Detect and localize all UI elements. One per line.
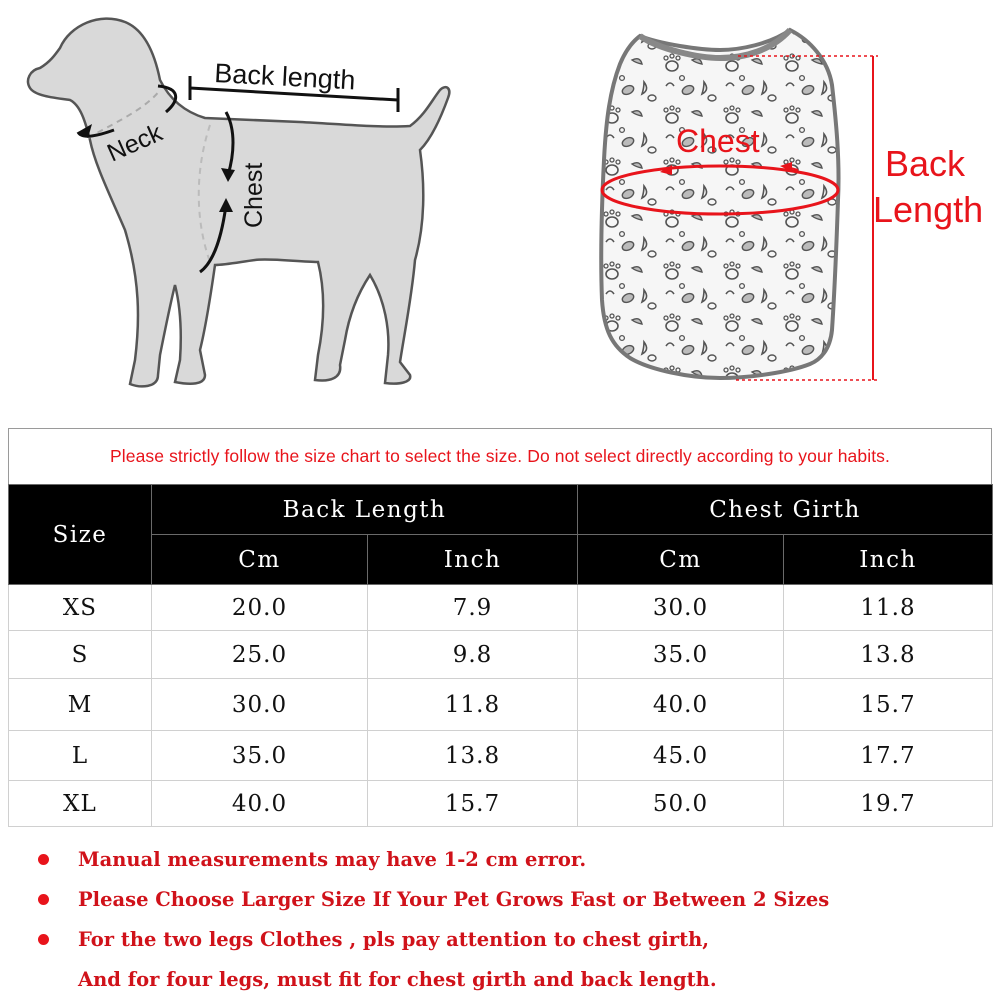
unit-header-inch: Inch bbox=[368, 535, 578, 585]
value-cell: 7.9 bbox=[368, 585, 578, 631]
notice-text: Please strictly follow the size chart to select the size. Do not select directly according to your habits. bbox=[110, 446, 890, 466]
value-cell: 13.8 bbox=[784, 631, 993, 679]
size-cell: M bbox=[9, 679, 152, 731]
back-length-label: Back length bbox=[213, 58, 357, 96]
note-item: Please Choose Larger Size If Your Pet Grows Fast or Between 2 Sizes bbox=[38, 880, 978, 920]
unit-header-inch: Inch bbox=[784, 535, 993, 585]
value-cell: 15.7 bbox=[368, 781, 578, 827]
chest-girth-header: Chest Girth bbox=[578, 485, 993, 535]
unit-header-cm: Cm bbox=[578, 535, 784, 585]
value-cell: 25.0 bbox=[152, 631, 368, 679]
value-cell: 50.0 bbox=[578, 781, 784, 827]
value-cell: 15.7 bbox=[784, 679, 993, 731]
back-length-header: Back Length bbox=[152, 485, 578, 535]
note-item: Manual measurements may have 1-2 cm error. bbox=[38, 840, 978, 880]
value-cell: 13.8 bbox=[368, 731, 578, 781]
size-cell: XL bbox=[9, 781, 152, 827]
note-continuation: And for four legs, must fit for chest girth and back length. bbox=[78, 968, 717, 991]
measurement-notes bbox=[38, 840, 978, 1000]
unit-header-cm: Cm bbox=[152, 535, 368, 585]
value-cell: 40.0 bbox=[578, 679, 784, 731]
chest-label: Chest bbox=[240, 162, 268, 228]
size-notice bbox=[8, 428, 992, 484]
table-row bbox=[9, 781, 993, 827]
shirt-length-label: Length bbox=[873, 189, 984, 230]
value-cell: 30.0 bbox=[152, 679, 368, 731]
size-cell: XS bbox=[9, 585, 152, 631]
shirt-chest-label: Chest bbox=[676, 123, 760, 159]
size-cell: S bbox=[9, 631, 152, 679]
shirt-back-label: Back bbox=[885, 143, 966, 184]
size-column-header: Size bbox=[9, 485, 152, 585]
value-cell: 17.7 bbox=[784, 731, 993, 781]
table-row bbox=[9, 679, 993, 731]
value-cell: 11.8 bbox=[784, 585, 993, 631]
neck-label: Neck bbox=[103, 118, 167, 168]
size-chart-table bbox=[8, 484, 993, 827]
size-cell: L bbox=[9, 731, 152, 781]
measurement-illustration bbox=[0, 0, 1000, 400]
pet-shirt-image bbox=[601, 30, 838, 378]
table-row bbox=[9, 731, 993, 781]
value-cell: 9.8 bbox=[368, 631, 578, 679]
table-row bbox=[9, 585, 993, 631]
table-row bbox=[9, 631, 993, 679]
bullet-dot-icon bbox=[38, 894, 49, 905]
value-cell: 19.7 bbox=[784, 781, 993, 827]
value-cell: 35.0 bbox=[152, 731, 368, 781]
value-cell: 40.0 bbox=[152, 781, 368, 827]
value-cell: 20.0 bbox=[152, 585, 368, 631]
value-cell: 30.0 bbox=[578, 585, 784, 631]
bullet-dot-icon bbox=[38, 854, 49, 865]
illustration-svg bbox=[0, 0, 1000, 400]
value-cell: 45.0 bbox=[578, 731, 784, 781]
value-cell: 11.8 bbox=[368, 679, 578, 731]
value-cell: 35.0 bbox=[578, 631, 784, 679]
bullet-dot-icon bbox=[38, 934, 49, 945]
note-item: For the two legs Clothes , pls pay attention to chest girth, bbox=[38, 920, 978, 960]
